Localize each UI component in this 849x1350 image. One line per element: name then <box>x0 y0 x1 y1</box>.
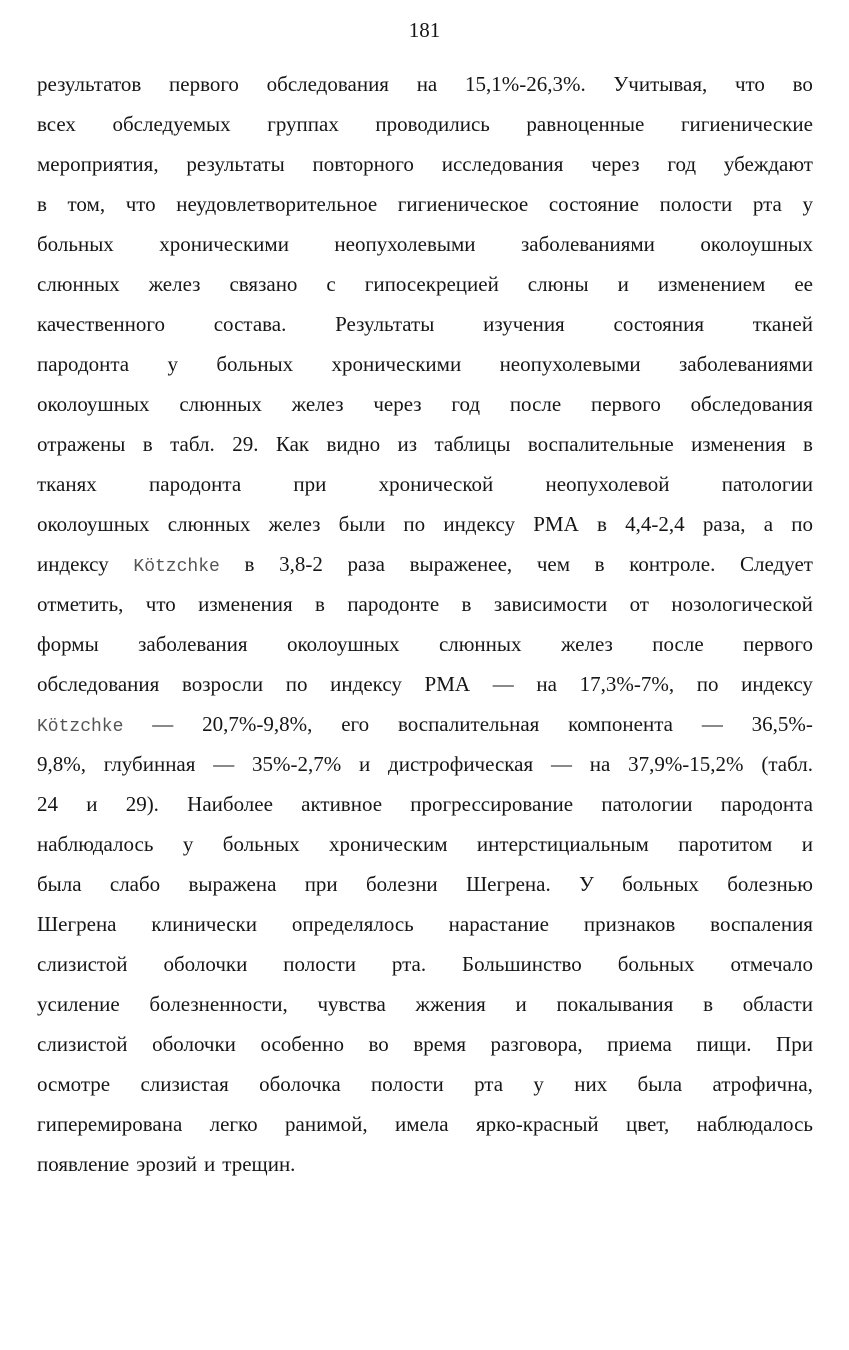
word: больных <box>222 832 300 856</box>
word: индексу <box>330 672 402 696</box>
word: воспалительная <box>397 712 540 736</box>
word: появление <box>37 1152 130 1176</box>
word: прогрессирование <box>410 792 574 816</box>
text-line <box>37 824 813 864</box>
word: патологии <box>721 472 813 496</box>
word: при <box>304 872 338 896</box>
word: них <box>574 1072 608 1096</box>
word: во <box>368 1032 389 1056</box>
text-line <box>37 144 813 184</box>
word: Наиболее <box>187 792 273 816</box>
word: 36,5%- <box>751 712 813 736</box>
text-line <box>37 264 813 304</box>
text-line <box>37 304 813 344</box>
word: была <box>37 872 82 896</box>
word: первого <box>590 392 661 416</box>
word: а <box>763 512 774 536</box>
word: желез <box>291 392 344 416</box>
word: с <box>326 272 336 296</box>
word: после <box>652 632 704 656</box>
word: ранимой, <box>285 1112 368 1136</box>
word: том, <box>67 192 106 216</box>
word: околоушных <box>286 632 400 656</box>
word: атрофична, <box>712 1072 813 1096</box>
word: проводились <box>375 112 490 136</box>
word: нозологической <box>671 592 813 616</box>
word: усиление <box>37 992 120 1016</box>
word: признаков <box>583 912 676 936</box>
word: околоушных <box>37 512 150 536</box>
text-line <box>37 1024 813 1064</box>
word: легко <box>209 1112 258 1136</box>
body-text <box>37 64 813 1184</box>
word: обследования <box>37 672 160 696</box>
text-line <box>37 664 813 704</box>
word: связано <box>229 272 298 296</box>
word: Шегрена <box>37 912 117 936</box>
word: изменения <box>198 592 293 616</box>
word: оболочка <box>259 1072 341 1096</box>
word: гигиенические <box>680 112 813 136</box>
word: пищи. <box>696 1032 752 1056</box>
word: Kötzchke <box>37 717 124 737</box>
word: первого <box>169 72 239 96</box>
word: желез <box>268 512 321 536</box>
word: что <box>734 72 765 96</box>
word: разговора, <box>490 1032 583 1056</box>
text-line <box>37 984 813 1024</box>
word: в <box>803 432 813 456</box>
word: больных <box>216 352 294 376</box>
word: 29). <box>125 792 159 816</box>
text-line <box>37 104 813 144</box>
word: (табл. <box>761 752 813 776</box>
word: болезненности, <box>149 992 288 1016</box>
word: 4,4-2,4 <box>625 512 685 536</box>
word: группах <box>267 112 339 136</box>
word: Результаты <box>335 312 435 336</box>
text-line <box>37 544 813 584</box>
word: состава. <box>213 312 287 336</box>
word: исследования <box>441 152 564 176</box>
word: рта <box>752 192 782 216</box>
word: При <box>776 1032 813 1056</box>
word: и <box>204 1152 216 1176</box>
word: заболевания <box>138 632 248 656</box>
word: больных <box>622 872 699 896</box>
word: в <box>37 192 47 216</box>
word: и <box>515 992 527 1016</box>
word: обследования <box>266 72 389 96</box>
word: результатов <box>37 72 142 96</box>
word: приема <box>607 1032 672 1056</box>
word: желез <box>148 272 201 296</box>
word: индексу <box>37 552 109 576</box>
word: паротитом <box>678 832 773 856</box>
word: гиперемирована <box>37 1112 183 1136</box>
word: заболеваниями <box>520 232 655 256</box>
word: Большинство <box>462 952 582 976</box>
word: пародонта <box>149 472 242 496</box>
word: рта. <box>391 952 427 976</box>
text-line <box>37 384 813 424</box>
word: выраженее, <box>409 552 513 576</box>
word: патологии <box>601 792 693 816</box>
word: изучения <box>483 312 565 336</box>
word: Следует <box>740 552 813 576</box>
word: результаты <box>186 152 285 176</box>
word: индексу <box>443 512 516 536</box>
word: оболочки <box>152 1032 236 1056</box>
word: ярко-красный <box>475 1112 599 1136</box>
text-line <box>37 624 813 664</box>
word: околоушных <box>37 392 150 416</box>
word: что <box>145 592 176 616</box>
text-line <box>37 424 813 464</box>
word: обследования <box>690 392 813 416</box>
word: чувства <box>317 992 386 1016</box>
word: ее <box>794 272 813 296</box>
word: хроническими <box>331 352 462 376</box>
word: 35%-2,7% <box>251 752 342 776</box>
word: и <box>801 832 813 856</box>
text-line <box>37 584 813 624</box>
word: по <box>791 512 813 536</box>
word: Шегрена. <box>465 872 551 896</box>
word: состояния <box>613 312 704 336</box>
word: хроническим <box>329 832 448 856</box>
text-line <box>37 504 813 544</box>
word: тканей <box>752 312 813 336</box>
text-line <box>37 864 813 904</box>
word: что <box>125 192 156 216</box>
word: изменения <box>691 432 786 456</box>
word: РМА <box>424 672 471 696</box>
word: гигиеническое <box>397 192 529 216</box>
word: выражена <box>188 872 277 896</box>
word: трещин. <box>222 1152 296 1176</box>
word: были <box>338 512 386 536</box>
word: слюнных <box>438 632 522 656</box>
word: по <box>285 672 308 696</box>
word: — <box>550 752 572 776</box>
word: состояние <box>548 192 639 216</box>
word: цвет, <box>626 1112 670 1136</box>
text-line <box>37 744 813 784</box>
word: 37,9%-15,2% <box>628 752 744 776</box>
word: болезнью <box>727 872 813 896</box>
word: Как <box>275 432 310 456</box>
page-number: 181 <box>408 18 441 42</box>
word: чем <box>536 552 570 576</box>
word: слюны <box>527 272 589 296</box>
word: осмотре <box>37 1072 111 1096</box>
word: глубинная <box>103 752 196 776</box>
word: имела <box>394 1112 449 1136</box>
word: в <box>142 432 153 456</box>
word: Учитывая, <box>613 72 708 96</box>
word: компонента <box>568 712 673 736</box>
word: после <box>509 392 562 416</box>
word: пародонте <box>347 592 440 616</box>
word: активное <box>301 792 383 816</box>
word: больных <box>617 952 695 976</box>
word: его <box>341 712 370 736</box>
word: пародонта <box>720 792 813 816</box>
word: неопухолевыми <box>499 352 641 376</box>
word: в <box>703 992 713 1016</box>
word: год <box>451 392 481 416</box>
word: У <box>578 872 594 896</box>
word: слюнных <box>37 272 120 296</box>
text-line <box>37 944 813 984</box>
word: 24 <box>37 792 58 816</box>
word: раза, <box>702 512 746 536</box>
word: убеждают <box>723 152 813 176</box>
word: обследуемых <box>112 112 231 136</box>
word: равноценные <box>526 112 645 136</box>
word: — <box>492 672 514 696</box>
word: по <box>696 672 719 696</box>
word: отмечало <box>730 952 813 976</box>
word: в <box>461 592 472 616</box>
word: неудовлетворительное <box>176 192 378 216</box>
word: зависимости <box>493 592 608 616</box>
word: мероприятия, <box>37 152 159 176</box>
text-line <box>37 1144 813 1184</box>
word: неопухолевой <box>545 472 670 496</box>
word: 29. <box>232 432 259 456</box>
word: эрозий <box>136 1152 198 1176</box>
word: у <box>533 1072 544 1096</box>
word: — <box>152 712 174 736</box>
word: болезни <box>365 872 438 896</box>
word: тканях <box>37 472 97 496</box>
word: покалывания <box>556 992 674 1016</box>
word: от <box>629 592 649 616</box>
word: полости <box>659 192 733 216</box>
text-line <box>37 904 813 944</box>
text-line <box>37 224 813 264</box>
word: видно <box>326 432 381 456</box>
word: гипосекрецией <box>364 272 499 296</box>
word: хронической <box>378 472 494 496</box>
text-line <box>37 184 813 224</box>
word: на <box>536 672 557 696</box>
word: была <box>637 1072 683 1096</box>
word: хроническими <box>159 232 289 256</box>
word: во <box>792 72 813 96</box>
word: интерстициальным <box>476 832 649 856</box>
word: изменением <box>657 272 766 296</box>
word: слизистая <box>140 1072 229 1096</box>
word: из <box>397 432 418 456</box>
word: околоушных <box>700 232 813 256</box>
word: 20,7%-9,8%, <box>202 712 313 736</box>
word: качественного <box>37 312 165 336</box>
word: воспаления <box>710 912 813 936</box>
word: воспалительные <box>527 432 674 456</box>
word: полости <box>371 1072 444 1096</box>
word: слизистой <box>37 1032 128 1056</box>
text-line <box>37 784 813 824</box>
word: особенно <box>260 1032 344 1056</box>
word: заболеваниями <box>679 352 813 376</box>
word: Kötzchke <box>133 557 220 577</box>
word: возросли <box>181 672 264 696</box>
word: в <box>594 552 605 576</box>
word: — <box>213 752 235 776</box>
word: пародонта <box>37 352 130 376</box>
word: в <box>596 512 607 536</box>
word: формы <box>37 632 99 656</box>
word: нарастание <box>448 912 549 936</box>
word: на <box>416 72 438 96</box>
word: через <box>373 392 422 416</box>
text-line <box>37 64 813 104</box>
word: на <box>589 752 611 776</box>
word: отметить, <box>37 592 124 616</box>
word: оболочки <box>163 952 248 976</box>
word: слюнных <box>179 392 262 416</box>
word: 17,3%-7%, <box>579 672 675 696</box>
word: 15,1%-26,3%. <box>464 72 586 96</box>
word: у <box>167 352 178 376</box>
word: желез <box>560 632 613 656</box>
word: рта <box>474 1072 504 1096</box>
text-line <box>37 344 813 384</box>
word: повторного <box>312 152 414 176</box>
word: слабо <box>109 872 161 896</box>
word: таблицы <box>434 432 511 456</box>
word: год <box>667 152 697 176</box>
word: слюнных <box>167 512 251 536</box>
word: раза <box>347 552 385 576</box>
word: через <box>591 152 640 176</box>
word: при <box>293 472 327 496</box>
word: табл. <box>170 432 215 456</box>
word: у <box>802 192 813 216</box>
word: в <box>315 592 325 616</box>
word: в <box>244 552 255 576</box>
word: полости <box>283 952 356 976</box>
word: наблюдалось <box>696 1112 813 1136</box>
word: и <box>617 272 629 296</box>
word: контроле. <box>629 552 716 576</box>
word: всех <box>37 112 76 136</box>
word: РМА <box>533 512 579 536</box>
word: жжения <box>415 992 486 1016</box>
word: и <box>359 752 371 776</box>
text-line <box>37 704 813 744</box>
word: области <box>742 992 813 1016</box>
word: дистрофическая <box>388 752 534 776</box>
word: больных <box>37 232 114 256</box>
word: отражены <box>37 432 126 456</box>
word: 3,8-2 <box>279 552 323 576</box>
word: у <box>182 832 194 856</box>
word: клинически <box>151 912 257 936</box>
word: по <box>403 512 426 536</box>
word: индексу <box>741 672 813 696</box>
word: 9,8%, <box>37 752 86 776</box>
text-line <box>37 464 813 504</box>
word: неопухолевыми <box>334 232 476 256</box>
word: определялось <box>291 912 414 936</box>
word: слизистой <box>37 952 128 976</box>
word: наблюдалось <box>37 832 154 856</box>
text-line <box>37 1104 813 1144</box>
text-line <box>37 1064 813 1104</box>
word: время <box>413 1032 466 1056</box>
word: и <box>86 792 98 816</box>
word: первого <box>743 632 813 656</box>
word: — <box>701 712 723 736</box>
